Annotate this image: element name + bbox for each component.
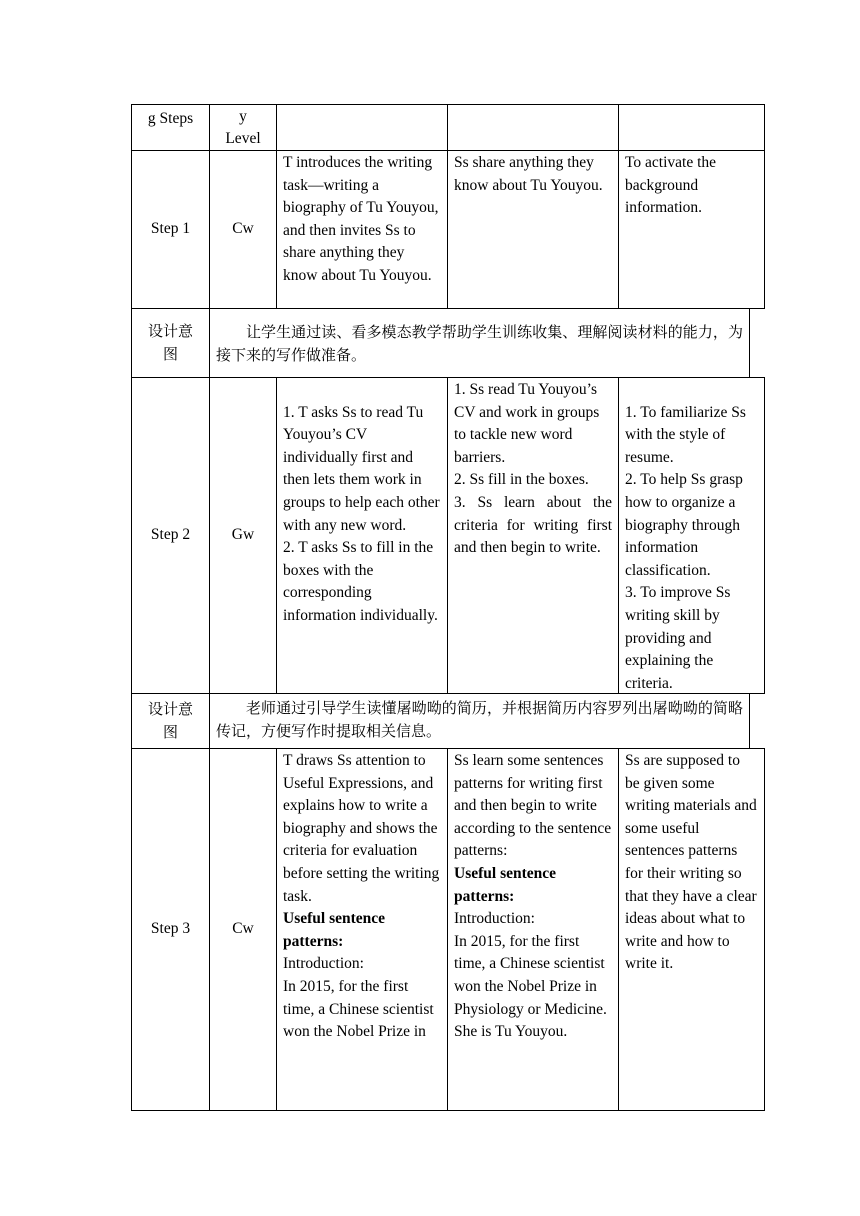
- step3-name-cell: [131, 748, 210, 1111]
- step2-name: Step 2: [150, 526, 191, 544]
- intent2-label: 设计意图: [147, 700, 193, 741]
- header-students-cell: [447, 104, 619, 151]
- step2-level-cell: [209, 377, 277, 694]
- intent2-text-cell: [209, 693, 750, 749]
- step3-students-heading: Useful sentence patterns:: [454, 864, 557, 905]
- step2-students-text-1: 1. Ss read Tu Youyou’s CV and work in groups to tackle new word barriers. 2. Ss fill in the boxes.: [454, 381, 600, 489]
- header-steps-cell: [131, 104, 210, 151]
- step3-teacher-text-b: Introduction: In 2015, for the first time, a Chinese scientist won the Nobel Prize in: [283, 955, 434, 1041]
- step2-purpose-text: 1. To familiarize Ss with the style of resume. 2. To help Ss grasp how to organize a biography through information classification. 3. To improve Ss writing skill by providing and explaining the criteria.: [625, 403, 746, 692]
- step1-level: Cw: [232, 220, 254, 238]
- header-purpose-cell: [618, 104, 765, 151]
- header-steps-label: g Steps: [147, 110, 194, 127]
- step2-teacher-cell: [276, 377, 448, 694]
- step2-level: Gw: [231, 526, 255, 544]
- step3-purpose-text: Ss are supposed to be given some writing materials and some useful sentences patterns for their writing so that they have a clear ideas about what to write and how to write it.: [625, 752, 757, 973]
- step3-students-text-b: Introduction: In 2015, for the first time, a Chinese scientist won the Nobel Prize in Physiology or Medicine. She is Tu Youyou.: [454, 910, 607, 1041]
- step3-level: Cw: [232, 920, 254, 938]
- intent2-text: 老师通过引导学生读懂屠呦呦的简历，并根据简历内容罗列出屠呦呦的简略传记，方便写作时提取相关信息。: [216, 699, 743, 740]
- step1-teacher-cell: [276, 150, 448, 309]
- intent2-label-cell: [131, 693, 210, 749]
- step2-name-cell: [131, 377, 210, 694]
- step1-students-text: Ss share anything they know about Tu Youyou.: [454, 154, 603, 194]
- step1-level-cell: [209, 150, 277, 309]
- step1-purpose-cell: [618, 150, 765, 309]
- header-teacher-cell: [276, 104, 448, 151]
- step3-purpose-cell: [618, 748, 765, 1111]
- step2-students-cell: [447, 377, 619, 694]
- intent1-text-cell: [209, 308, 750, 378]
- intent1-label: 设计意图: [147, 322, 193, 363]
- intent1-text: 让学生通过读、看多模态教学帮助学生训练收集、理解阅读材料的能力，为接下来的写作做准备。: [216, 323, 743, 364]
- step3-name: Step 3: [150, 920, 191, 938]
- step3-teacher-heading: Useful sentence patterns:: [283, 910, 386, 950]
- step2-students-text-2: 3. Ss learn about the criteria for writing first and then begin to write.: [454, 493, 612, 557]
- step1-name: Step 1: [150, 220, 191, 238]
- step1-teacher-text: T introduces the writing task—writing a biography of Tu Youyou, and then invites Ss to share anything they know about Tu Youyou.: [283, 154, 439, 284]
- step3-teacher-text-a: T draws Ss attention to Useful Expressions, and explains how to write a biography and shows the criteria for evaluation before setting the writing task.: [283, 752, 440, 905]
- step2-purpose-cell: [618, 377, 765, 694]
- step3-level-cell: [209, 748, 277, 1111]
- header-level-cell: [209, 104, 277, 151]
- step2-teacher-text: 1. T asks Ss to read Tu Youyou’s CV individually first and then lets them work in groups to help each other with any new word. 2. T asks Ss to fill in the boxes with the corresponding information individually.: [283, 403, 440, 624]
- intent1-label-cell: [131, 308, 210, 378]
- step1-purpose-text: To activate the background information.: [625, 154, 717, 217]
- header-level-label: y Level: [225, 107, 261, 147]
- step3-teacher-cell: [276, 748, 448, 1111]
- step3-students-cell: [447, 748, 619, 1111]
- step3-students-text-a: Ss learn some sentences patterns for writing first and then begin to write according to the sentence patterns:: [454, 752, 612, 860]
- step1-name-cell: [131, 150, 210, 309]
- step1-students-cell: [447, 150, 619, 309]
